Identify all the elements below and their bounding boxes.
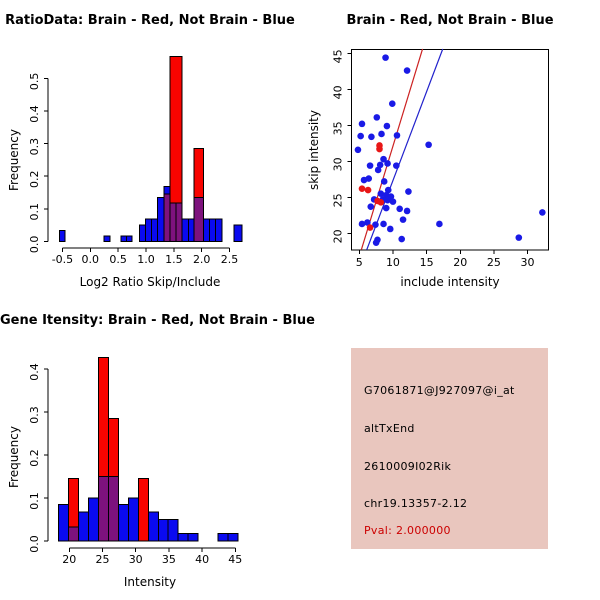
svg-text:25: 25	[95, 553, 110, 566]
gene-intensity-histogram-chart	[0, 300, 315, 600]
ratio-histogram-xlabel: Log2 Ratio Skip/Include	[79, 275, 221, 289]
svg-text:1.5: 1.5	[165, 253, 183, 266]
probe-id-text: G7061871@J927097@i_at	[364, 384, 515, 397]
svg-text:35: 35	[331, 121, 345, 136]
svg-text:35: 35	[161, 553, 176, 566]
svg-text:0.0: 0.0	[28, 535, 41, 553]
svg-text:45: 45	[331, 49, 345, 64]
ratio-histogram-ylabel: Frequency	[7, 129, 21, 191]
svg-text:30: 30	[128, 553, 143, 566]
svg-text:25: 25	[486, 256, 501, 269]
panel-intensity-scatter	[300, 0, 600, 300]
svg-text:2.5: 2.5	[220, 253, 239, 266]
svg-text:1.0: 1.0	[137, 253, 155, 266]
svg-text:20: 20	[62, 553, 77, 566]
svg-text:0.5: 0.5	[109, 253, 127, 266]
svg-text:0.3: 0.3	[28, 406, 41, 424]
svg-text:0.1: 0.1	[28, 203, 41, 221]
gene-info-card	[351, 348, 548, 549]
svg-text:0.5: 0.5	[28, 72, 41, 91]
svg-text:10: 10	[385, 256, 400, 269]
svg-text:2.0: 2.0	[192, 253, 211, 266]
gene-intensity-ylabel: Frequency	[7, 426, 21, 488]
svg-text:5: 5	[355, 256, 363, 269]
svg-text:0.2: 0.2	[28, 170, 41, 188]
svg-text:0.4: 0.4	[28, 105, 41, 123]
svg-text:45: 45	[228, 553, 243, 566]
intensity-scatter-chart	[300, 0, 600, 300]
svg-text:0.0: 0.0	[28, 235, 41, 254]
svg-text:40: 40	[331, 85, 345, 100]
svg-text:20: 20	[453, 256, 468, 269]
scatter-ylabel: skip intensity	[307, 110, 321, 190]
svg-text:25: 25	[331, 193, 345, 208]
event-type-text: altTxEnd	[364, 422, 415, 435]
ratio-histogram-title: RatioData: Brain - Red, Not Brain - Blue	[5, 13, 295, 28]
svg-text:0.0: 0.0	[81, 253, 100, 266]
svg-text:0.2: 0.2	[28, 449, 41, 467]
scatter-xlabel: include intensity	[400, 275, 500, 289]
ratio-histogram-chart	[0, 0, 300, 300]
svg-text:30: 30	[520, 256, 535, 269]
gene-intensity-xlabel: Intensity	[123, 575, 177, 589]
pval-text: Pval: 2.000000	[364, 524, 451, 537]
scatter-title: Brain - Red, Not Brain - Blue	[346, 13, 554, 28]
svg-text:30: 30	[331, 157, 345, 172]
svg-text:0.4: 0.4	[28, 363, 41, 381]
svg-text:40: 40	[195, 553, 210, 566]
svg-text:0.3: 0.3	[28, 137, 41, 156]
locus-text: chr19.13357-2.12	[364, 497, 468, 510]
gene-name-text: 2610009I02Rik	[364, 460, 452, 473]
panel-gene-intensity-histogram	[0, 300, 315, 600]
gene-intensity-title: Gene Itensity: Brain - Red, Not Brain - Blue	[0, 313, 315, 328]
svg-text:20: 20	[331, 229, 345, 244]
svg-text:0.1: 0.1	[28, 492, 41, 510]
svg-text:15: 15	[419, 256, 434, 269]
panel-ratio-histogram	[0, 0, 300, 300]
panel-gene-info	[300, 300, 600, 600]
svg-text:-0.5: -0.5	[51, 253, 74, 266]
